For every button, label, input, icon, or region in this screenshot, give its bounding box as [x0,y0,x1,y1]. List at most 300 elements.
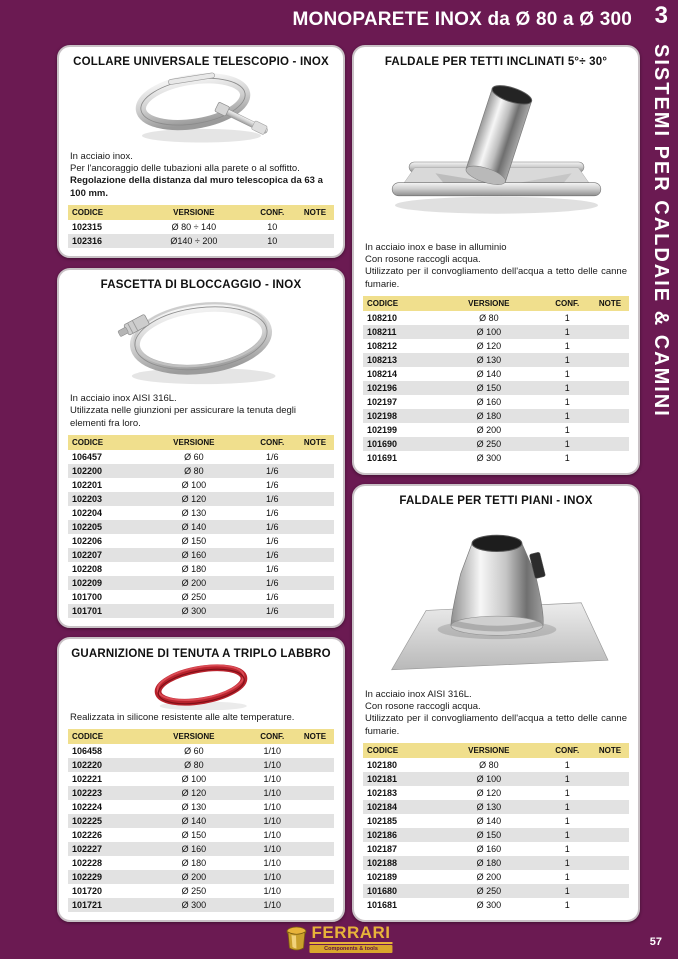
cell-versione: Ø 200 [476,872,502,882]
table-header-row [68,205,334,220]
cell-codice: 102228 [72,858,103,868]
table-row [68,786,334,800]
table-row [363,437,629,451]
cell-conf: 1/6 [265,592,279,602]
cell-codice: 102223 [72,788,103,798]
band-clamp-illustration [101,291,301,391]
table-row [363,451,629,465]
faldale-inclinati-product-image [363,68,629,240]
cell-versione: Ø 130 [181,508,207,518]
col-header-versione: VERSIONE [434,296,543,311]
cell-conf: 1 [564,816,570,826]
cell-versione: Ø 250 [181,886,207,896]
cell-codice: 102197 [367,397,398,407]
table-row [363,856,629,870]
cell-conf: 1 [564,397,570,407]
cell-conf: 1/10 [263,746,281,756]
cell-versione: Ø 150 [476,830,502,840]
cell-versione: Ø 130 [476,802,502,812]
cell-conf: 1/10 [263,760,281,770]
desc-line: Utilizzata nelle giunzioni per assicurare la tenuta degli elementi fra loro. [70,405,297,429]
table-row [363,800,629,814]
guarnizione-product-image [68,660,334,710]
cell-versione: Ø 80 [479,313,499,323]
cell-conf: 1/6 [265,550,279,560]
col-header-conf: CONF. [248,729,296,744]
cell-conf: 10 [267,236,278,246]
cell-versione: Ø 250 [476,439,502,449]
card-description [365,242,627,291]
col-header-note: NOTE [296,435,334,450]
table-row [68,590,334,604]
table-row [68,506,334,520]
cell-versione: Ø 160 [181,550,207,560]
cell-conf: 1 [564,383,570,393]
card-title: FASCETTA DI BLOCCAGGIO - INOX [100,279,302,291]
card-guarnizione-tenuta [57,637,345,922]
table-row [68,898,334,912]
table-row [68,870,334,884]
table-row [68,772,334,786]
cell-conf: 1/6 [265,606,279,616]
cell-codice: 102226 [72,830,103,840]
cell-codice: 102187 [367,844,398,854]
cell-versione: Ø 140 [476,369,502,379]
cell-conf: 1 [564,830,570,840]
cell-conf: 1 [564,425,570,435]
cell-codice: 102203 [72,494,103,504]
cell-versione: Ø 140 [181,522,207,532]
cell-note [296,744,334,758]
cell-codice: 102198 [367,411,398,421]
cell-codice: 108211 [367,327,397,337]
cell-note [591,311,629,325]
cell-versione: Ø 80 [479,760,499,770]
cell-note [296,814,334,828]
card-description [70,712,332,724]
cell-codice: 101720 [72,886,103,896]
cell-versione: Ø 120 [181,494,207,504]
cell-codice: 102196 [367,383,398,393]
table-row [363,884,629,898]
table-row [68,856,334,870]
cell-versione: Ø 150 [181,536,207,546]
cell-codice: 102185 [367,816,398,826]
spec-table-faldale-inclinati [363,296,629,465]
table-row [363,828,629,842]
cell-conf: 1/10 [263,900,281,910]
cell-note [591,800,629,814]
cell-codice: 101721 [72,900,103,910]
table-row [363,409,629,423]
card-title: COLLARE UNIVERSALE TELESCOPIO - INOX [73,56,329,68]
cell-conf: 1/10 [263,788,281,798]
cell-versione: Ø 80 [184,760,204,770]
table-header-row [68,729,334,744]
table-header-row [363,743,629,758]
cell-conf: 1/10 [263,872,281,882]
cell-versione: Ø 100 [476,327,502,337]
cell-conf: 1 [564,411,570,421]
cell-conf: 1 [564,886,570,896]
cell-versione: Ø 180 [181,858,207,868]
col-header-conf: CONF. [248,205,296,220]
card-fascetta-bloccaggio [57,268,345,628]
page-title: MONOPARETE INOX da Ø 80 a Ø 300 [292,9,632,30]
cell-note [296,492,334,506]
cell-codice: 102200 [72,466,103,476]
cell-versione: Ø 120 [476,788,502,798]
cell-conf: 1 [564,900,570,910]
desc-line: Utilizzato per il convogliamento dell'acqua a tetto delle canne fumarie. [365,713,627,737]
col-header-conf: CONF. [248,435,296,450]
cell-codice: 102205 [72,522,103,532]
brand-name: FERRARI [311,923,391,943]
cell-codice: 101680 [367,886,398,896]
cell-codice: 102209 [72,578,103,588]
cell-conf: 1 [564,760,570,770]
cell-codice: 108213 [367,355,398,365]
cell-versione: Ø 140 [181,816,207,826]
desc-line: Per l'ancoraggio delle tubazioni alla parete o al soffitto. [70,162,300,174]
col-header-note: NOTE [591,296,629,311]
cell-note [296,870,334,884]
cell-codice: 102225 [72,816,103,826]
cell-note [296,842,334,856]
cell-conf: 1 [564,369,570,379]
col-header-versione: VERSIONE [139,729,248,744]
col-header-note: NOTE [296,205,334,220]
cell-versione: Ø 130 [181,802,207,812]
table-row [68,744,334,758]
table-row [68,220,334,234]
brand-tagline: Components & tools [309,945,392,953]
table-row [68,548,334,562]
cell-note [591,423,629,437]
table-row [68,478,334,492]
table-row [363,353,629,367]
cell-conf: 1 [564,872,570,882]
cell-codice: 102315 [72,222,103,232]
cell-codice: 102180 [367,760,398,770]
cell-codice: 102184 [367,802,398,812]
cell-conf: 1/10 [263,844,281,854]
table-row [363,814,629,828]
cell-codice: 102181 [367,774,398,784]
page-number: 57 [649,936,662,948]
cell-codice: 102188 [367,858,398,868]
cell-versione: Ø 250 [476,886,502,896]
cell-versione: Ø140 ÷ 200 [170,236,218,246]
cell-codice: 102208 [72,564,103,574]
cell-versione: Ø 160 [476,397,502,407]
cell-conf: 1/6 [265,466,279,476]
cell-conf: 1/10 [263,886,281,896]
table-row [363,325,629,339]
cell-note [296,548,334,562]
table-row [363,423,629,437]
desc-line: In acciaio inox e base in alluminio [365,241,507,253]
table-row [363,311,629,325]
collar-ring-illustration [109,68,294,149]
cell-note [591,395,629,409]
cell-note [296,464,334,478]
cell-note [591,409,629,423]
card-description [365,689,627,738]
card-title: GUARNIZIONE DI TENUTA A TRIPLO LABBRO [71,648,331,660]
cell-note [591,367,629,381]
cell-codice: 108212 [367,341,398,351]
cell-note [591,353,629,367]
col-header-versione: VERSIONE [434,743,543,758]
cell-note [591,772,629,786]
cell-versione: Ø 300 [476,453,502,463]
cell-note [296,534,334,548]
cell-note [296,856,334,870]
cell-codice: 106457 [72,452,103,462]
cell-conf: 1/6 [265,494,279,504]
cell-note [296,562,334,576]
cell-versione: Ø 120 [476,341,502,351]
table-row [363,395,629,409]
cell-note [591,786,629,800]
cell-note [296,576,334,590]
cell-versione: Ø 80 ÷ 140 [171,222,217,232]
cell-versione: Ø 160 [181,844,207,854]
col-header-note: NOTE [296,729,334,744]
cell-versione: Ø 180 [181,564,207,574]
spec-table-guarnizione [68,729,334,912]
cell-note [296,772,334,786]
table-row [68,534,334,548]
table-row [68,842,334,856]
cell-conf: 1/6 [265,564,279,574]
cell-codice: 102220 [72,760,103,770]
table-row [363,786,629,800]
table-row [68,234,334,248]
cell-note [591,381,629,395]
cell-conf: 1 [564,858,570,868]
cell-conf: 1/6 [265,536,279,546]
faldale-piani-product-image [363,507,629,687]
col-header-conf: CONF. [543,296,591,311]
cell-codice: 102183 [367,788,398,798]
col-header-codice: CODICE [68,729,139,744]
cell-note [296,234,334,248]
desc-line: In acciaio inox AISI 316L. [70,392,177,404]
cell-note [296,786,334,800]
cell-codice: 102189 [367,872,398,882]
cell-note [296,450,334,464]
card-faldale-tetti-inclinati [352,45,640,475]
cell-conf: 1/6 [265,522,279,532]
cell-codice: 101681 [367,900,398,910]
table-row [68,604,334,618]
table-row [363,842,629,856]
cell-note [296,898,334,912]
fascetta-product-image [68,291,334,391]
cell-conf: 1/10 [263,774,281,784]
desc-line-bold: Regolazione della distanza dal muro telescopica da 63 a 100 mm. [70,175,323,199]
cell-codice: 106458 [72,746,103,756]
table-row [68,492,334,506]
table-row [363,758,629,772]
table-row [68,576,334,590]
table-row [363,772,629,786]
desc-line: Utilizzato per il convogliamento dell'acqua a tetto delle canne fumarie. [365,266,627,290]
collare-product-image [68,68,334,149]
card-title: FALDALE PER TETTI PIANI - INOX [399,495,593,507]
cell-versione: Ø 60 [184,452,204,462]
cell-note [591,814,629,828]
cell-codice: 108214 [367,369,398,379]
col-header-versione: VERSIONE [139,205,248,220]
cell-codice: 102224 [72,802,103,812]
cell-conf: 1 [564,788,570,798]
cell-codice: 102316 [72,236,103,246]
table-row [68,450,334,464]
col-header-versione: VERSIONE [139,435,248,450]
cell-note [591,437,629,451]
cell-conf: 1 [564,327,570,337]
cell-codice: 101690 [367,439,398,449]
cell-versione: Ø 100 [181,774,207,784]
ferrari-logo [285,924,392,953]
col-header-conf: CONF. [543,743,591,758]
chapter-number: 3 [654,2,668,29]
cell-conf: 1 [564,439,570,449]
cell-versione: Ø 150 [476,383,502,393]
cell-conf: 1 [564,453,570,463]
table-row [68,814,334,828]
cell-versione: Ø 200 [181,872,207,882]
cell-conf: 1/10 [263,816,281,826]
cell-note [591,758,629,772]
cell-versione: Ø 200 [181,578,207,588]
flat-roof-flashing-illustration [376,507,616,687]
cell-codice: 102206 [72,536,103,546]
table-row [363,898,629,912]
col-header-codice: CODICE [68,435,139,450]
cell-conf: 1 [564,355,570,365]
table-row [68,828,334,842]
cell-note [591,884,629,898]
cell-versione: Ø 130 [476,355,502,365]
cell-note [591,870,629,884]
cell-conf: 1 [564,802,570,812]
cell-codice: 102186 [367,830,398,840]
cell-versione: Ø 120 [181,788,207,798]
cell-versione: Ø 80 [184,466,204,476]
card-faldale-tetti-piani [352,484,640,922]
spec-table-collare [68,205,334,248]
cell-note [296,520,334,534]
cell-versione: Ø 250 [181,592,207,602]
desc-line: Con rosone raccogli acqua. [365,253,481,265]
cell-versione: Ø 180 [476,858,502,868]
cell-conf: 1 [564,341,570,351]
cell-note [296,884,334,898]
card-title: FALDALE PER TETTI INCLINATI 5°÷ 30° [384,56,608,68]
cell-note [296,220,334,234]
cell-note [591,856,629,870]
cell-codice: 101700 [72,592,103,602]
col-header-codice: CODICE [68,205,139,220]
card-description [70,393,332,430]
cell-versione: Ø 100 [476,774,502,784]
cell-note [591,339,629,353]
cell-codice: 101701 [72,606,103,616]
card-collare-universale [57,45,345,258]
cell-note [296,506,334,520]
cell-conf: 1/6 [265,480,279,490]
desc-line: Realizzata in silicone resistente alle alte temperature. [70,711,295,723]
cell-codice: 102201 [72,480,103,490]
inclined-roof-flashing-illustration [379,69,614,239]
cell-note [591,898,629,912]
table-row [68,758,334,772]
cell-codice: 108210 [367,313,398,323]
col-header-codice: CODICE [363,743,434,758]
red-gasket-illustration [126,660,276,710]
table-row [68,520,334,534]
table-header-row [68,435,334,450]
cell-note [296,800,334,814]
table-row [68,464,334,478]
table-row [68,800,334,814]
cell-note [591,325,629,339]
cell-conf: 1/10 [263,830,281,840]
cell-note [296,590,334,604]
cell-note [591,828,629,842]
desc-line: In acciaio inox. [70,150,133,162]
cell-note [296,828,334,842]
cell-conf: 1/6 [265,452,279,462]
table-header-row [363,296,629,311]
table-row [68,884,334,898]
table-row [363,870,629,884]
cell-codice: 102204 [72,508,103,518]
cell-conf: 1/6 [265,508,279,518]
spec-table-faldale-piani [363,743,629,912]
cell-conf: 1/6 [265,578,279,588]
cell-codice: 102207 [72,550,103,560]
cell-codice: 101691 [367,453,398,463]
cell-note [591,451,629,465]
cell-versione: Ø 300 [476,900,502,910]
card-description [70,151,332,200]
cell-conf: 10 [267,222,278,232]
cell-codice: 102227 [72,844,103,854]
table-row [363,381,629,395]
cell-codice: 102199 [367,425,398,435]
cell-versione: Ø 300 [181,900,207,910]
cell-versione: Ø 160 [476,844,502,854]
cell-codice: 102229 [72,872,103,882]
cell-versione: Ø 60 [184,746,204,756]
col-header-note: NOTE [591,743,629,758]
table-row [363,367,629,381]
spec-table-fascetta [68,435,334,618]
cell-note [296,478,334,492]
cell-versione: Ø 300 [181,606,207,616]
cell-conf: 1 [564,844,570,854]
cell-codice: 102221 [72,774,103,784]
ferrari-logo-icon [285,926,307,953]
cell-note [591,842,629,856]
cell-note [296,758,334,772]
col-header-codice: CODICE [363,296,434,311]
